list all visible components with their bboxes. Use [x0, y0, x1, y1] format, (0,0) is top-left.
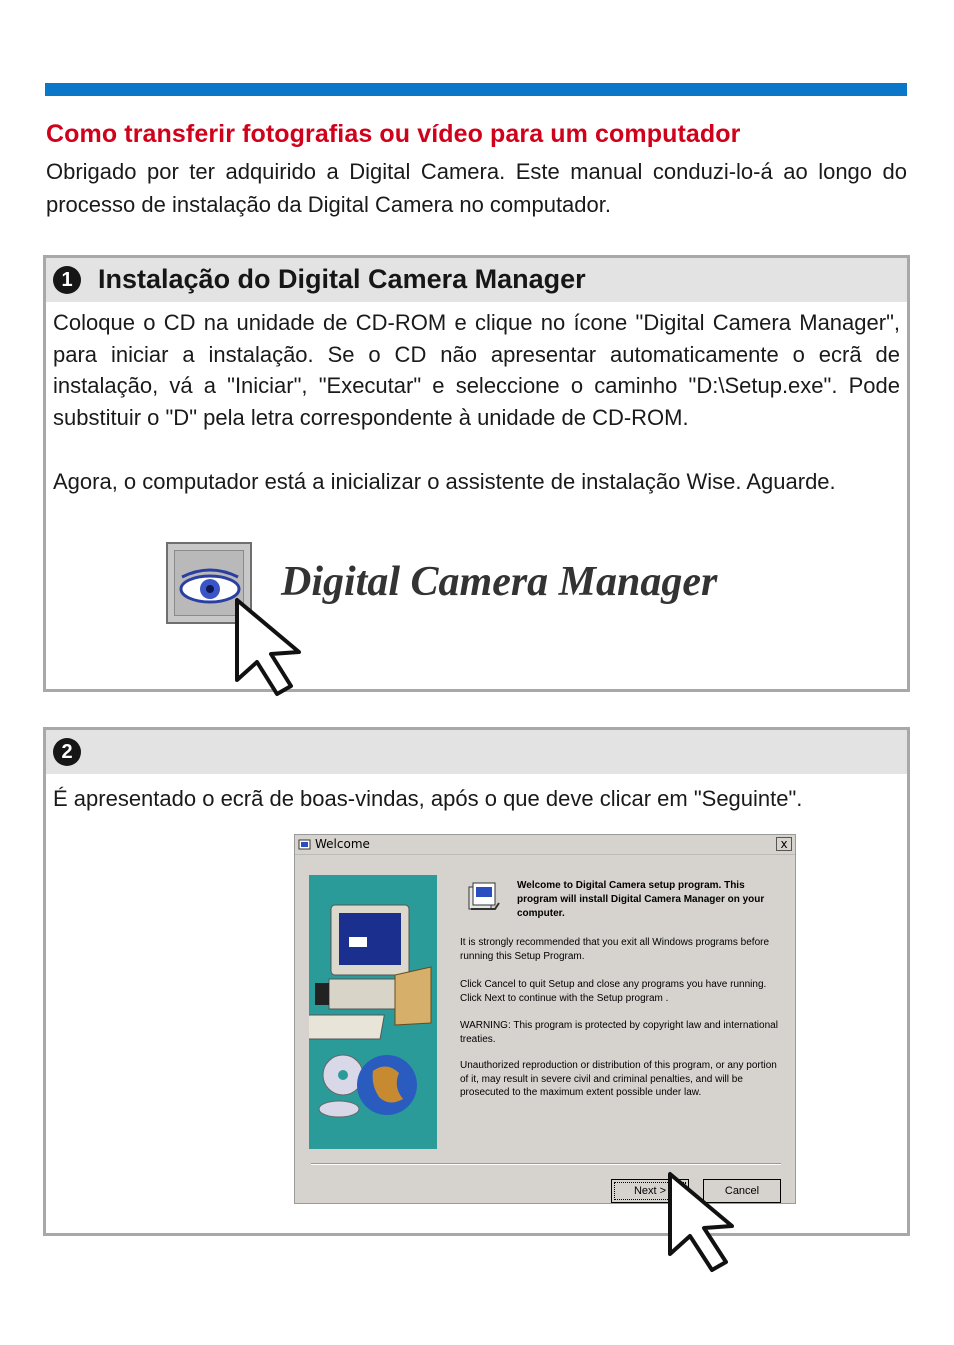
page-heading: Como transferir fotografias ou vídeo para um computador: [46, 120, 741, 148]
next-button[interactable]: Next >: [611, 1179, 689, 1203]
dialog-separator: [311, 1163, 781, 1165]
top-rule: [45, 83, 907, 96]
step1-box: [43, 255, 910, 692]
computer-illustration-icon: [309, 875, 437, 1149]
setup-illustration: [309, 875, 437, 1149]
dialog-title: Welcome: [315, 837, 370, 851]
step2-paragraph: É apresentado o ecrã de boas-vindas, após o que deve clicar em "Seguinte".: [53, 786, 803, 811]
dialog-titlebar[interactable]: [295, 835, 795, 855]
mouse-pointer-icon: [666, 1170, 766, 1274]
step2-box: [43, 727, 910, 1236]
dialog-paragraph: Click Cancel to quit Setup and close any programs you have running. Click Next to continue with the Setup program .: [460, 979, 767, 1004]
close-button[interactable]: x: [776, 837, 792, 851]
cancel-button[interactable]: Cancel: [703, 1179, 781, 1203]
step1-title: Instalação do Digital Camera Manager: [98, 264, 586, 294]
step1-paragraph-2: Agora, o computador está a inicializar o assistente de instalação Wise. Aguarde.: [53, 469, 836, 494]
step1-number-badge: 1: [53, 266, 81, 294]
step2-number-badge: 2: [53, 738, 81, 766]
mouse-pointer-icon: [233, 596, 333, 698]
setup-program-icon: [465, 879, 501, 915]
dialog-paragraph: It is strongly recommended that you exit all Windows programs before running this Setup Program.: [460, 937, 770, 962]
intro-paragraph: Obrigado por ter adquirido a Digital Camera. Este manual conduzi-lo-á ao longo do processo de instalação da Digital Camera no computador.: [46, 159, 907, 217]
setup-app-icon: [298, 838, 311, 851]
step2-header: [46, 730, 907, 774]
welcome-dialog: [294, 834, 796, 1204]
dialog-paragraph: Unauthorized reproduction or distribution of this program, or any portion of it, may result in severe civil and criminal penalties, and will be prosecuted to the maximum extent possible under law.: [460, 1060, 777, 1099]
dialog-paragraph: WARNING: This program is protected by copyright law and international treaties.: [460, 1020, 778, 1045]
dialog-welcome-text: Welcome to Digital Camera setup program. This program will install Digital Camera Manager on your computer.: [517, 880, 765, 919]
step1-header: [46, 258, 907, 302]
digital-camera-manager-label: Digital Camera Manager: [281, 559, 718, 605]
step1-paragraph-1: Coloque o CD na unidade de CD-ROM e clique no ícone "Digital Camera Manager", para iniciar a instalação. Se o CD não apresentar automaticamente o ecrã de instalação, vá a "Iniciar", "Executar" e seleccione o caminho "D:\Setup.exe". Pode substituir o "D" pela letra correspondente à unidade de CD-ROM.: [53, 310, 900, 430]
